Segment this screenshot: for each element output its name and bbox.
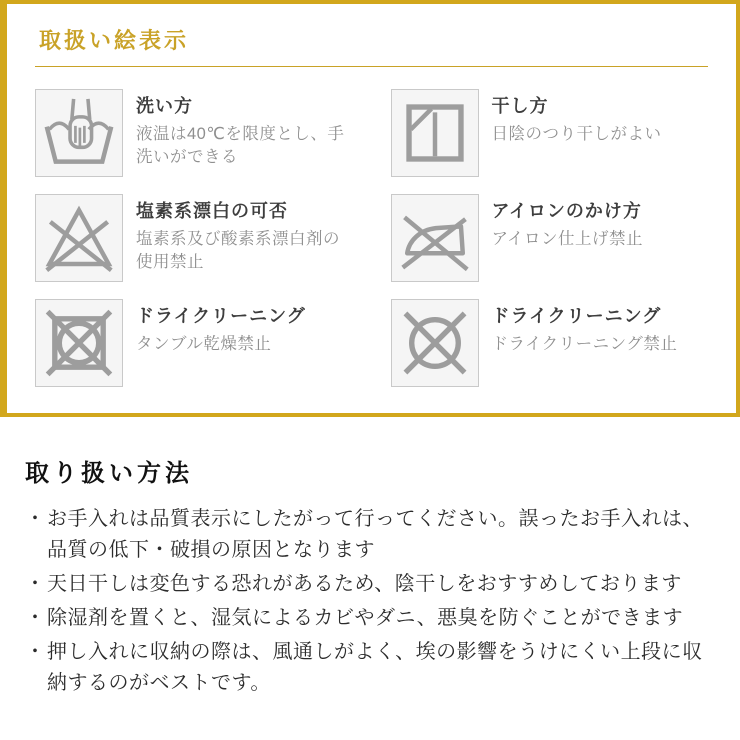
handling-hint xyxy=(25,603,716,634)
shade-dry-icon xyxy=(391,89,479,177)
handling-section-title: 取り扱い方法 xyxy=(25,460,193,487)
care-item-title: 塩素系漂白の可否 xyxy=(136,201,288,221)
care-item-desc: ドライクリーニング禁止 xyxy=(491,335,678,353)
hint-text: 押し入れに収納の際は、風通しがよく、埃の影響をうけにくい上段に収納するのがベストです。 xyxy=(47,641,703,694)
bullet-marker: ・ xyxy=(25,508,46,530)
no-iron-icon xyxy=(391,194,479,282)
care-item-desc: タンブル乾燥禁止 xyxy=(136,335,272,353)
care-section-title: 取扱い絵表示 xyxy=(35,4,708,67)
hint-text: 天日干しは変色する恐れがあるため、陰干しをおすすめしております xyxy=(47,573,682,595)
care-item-iron xyxy=(391,194,713,282)
care-item-desc: 液温は40℃を限度とし、手洗いができる xyxy=(136,125,345,167)
care-item-dryclean xyxy=(391,299,713,387)
no-bleach-icon xyxy=(35,194,123,282)
care-item-title: 洗い方 xyxy=(136,96,193,116)
no-tumble-dry-icon xyxy=(35,299,123,387)
care-item-desc: 日陰のつり干しがよい xyxy=(491,125,662,143)
care-item-bleach xyxy=(35,194,357,282)
care-item-dry xyxy=(391,89,713,177)
no-dry-clean-icon xyxy=(391,299,479,387)
care-item-desc: 塩素系及び酸素系漂白剤の使用禁止 xyxy=(136,230,340,272)
care-item-desc: アイロン仕上げ禁止 xyxy=(491,230,644,248)
handwash-icon xyxy=(35,89,123,177)
bullet-marker: ・ xyxy=(25,641,46,663)
care-item-tumble xyxy=(35,299,357,387)
handling-hint-list xyxy=(25,504,716,699)
bullet-marker: ・ xyxy=(25,607,46,629)
care-item-title: アイロンのかけ方 xyxy=(491,201,642,221)
care-item-wash xyxy=(35,89,357,177)
care-symbols-grid xyxy=(7,67,736,387)
handling-hint xyxy=(25,637,716,699)
care-item-title: ドライクリーニング xyxy=(136,306,306,326)
handling-section xyxy=(0,453,740,699)
hint-text: お手入れは品質表示にしたがって行ってください。誤ったお手入れは、品質の低下・破損の原因となります xyxy=(47,508,703,561)
handling-hint xyxy=(25,504,716,566)
care-item-title: 干し方 xyxy=(491,96,549,116)
hint-text: 除湿剤を置くと、湿気によるカビやダニ、悪臭を防ぐことができます xyxy=(47,607,684,629)
bullet-marker: ・ xyxy=(25,573,46,595)
care-item-title: ドライクリーニング xyxy=(491,306,662,326)
handling-hint xyxy=(25,569,716,600)
